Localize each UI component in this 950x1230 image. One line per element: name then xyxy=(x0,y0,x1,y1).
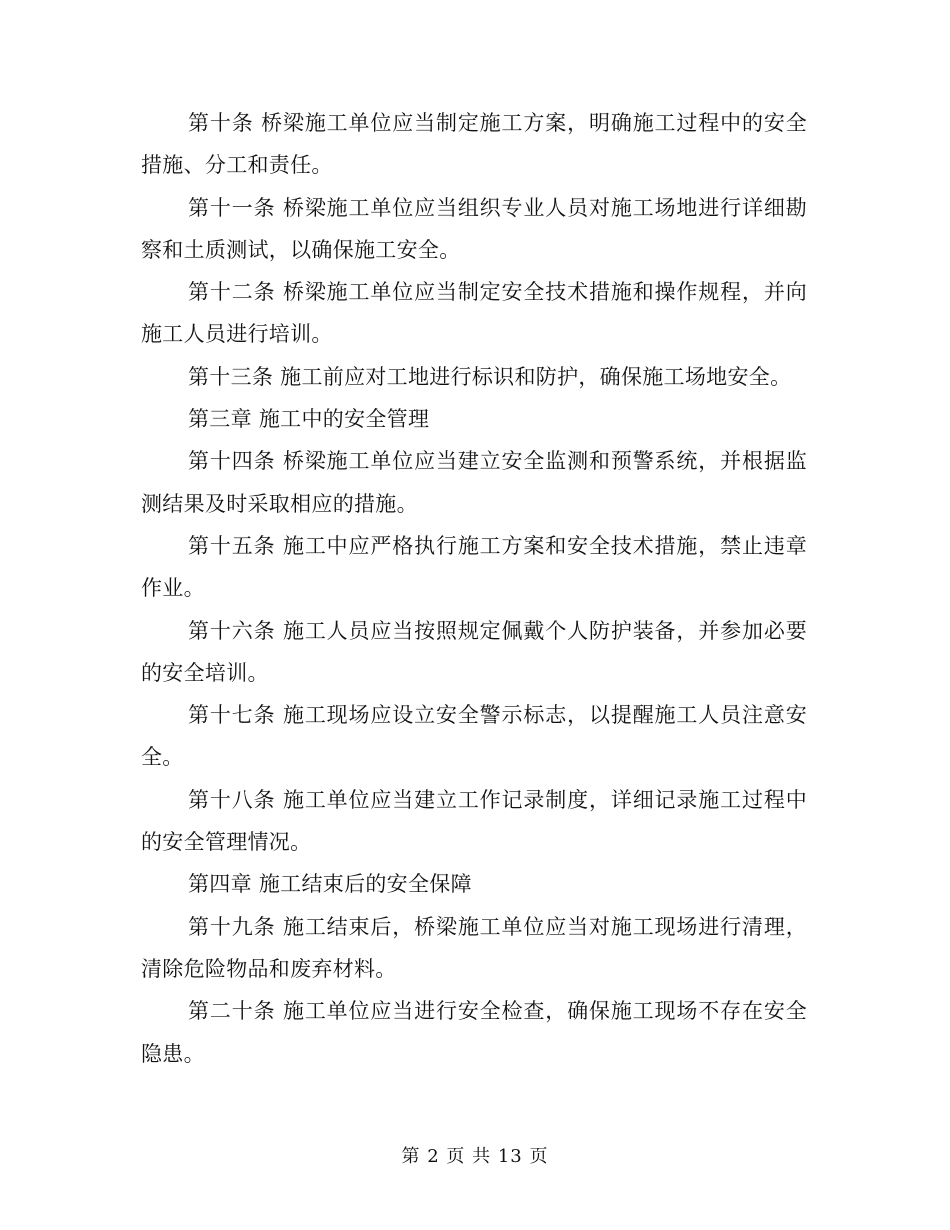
article-16: 第十六条 施工人员应当按照规定佩戴个人防护装备，并参加必要的安全培训。 xyxy=(141,618,807,685)
article-10: 第十条 桥梁施工单位应当制定施工方案，明确施工过程中的安全措施、分工和责任。 xyxy=(141,111,807,178)
chapter-4-heading: 第四章 施工结束后的安全保障 xyxy=(188,872,472,897)
chapter-3-heading: 第三章 施工中的安全管理 xyxy=(188,407,430,432)
document-body xyxy=(141,102,807,1075)
article-14: 第十四条 桥梁施工单位应当建立安全监测和预警系统，并根据监测结果及时采取相应的措施。 xyxy=(141,449,807,516)
article-12: 第十二条 桥梁施工单位应当制定安全技术措施和操作规程，并向施工人员进行培训。 xyxy=(141,280,807,347)
article-19: 第十九条 施工结束后，桥梁施工单位应当对施工现场进行清理，清除危险物品和废弃材料。 xyxy=(141,914,807,981)
page-number-footer: 第 2 页 共 13 页 xyxy=(401,1146,549,1167)
article-15: 第十五条 施工中应严格执行施工方案和安全技术措施，禁止违章作业。 xyxy=(141,533,807,601)
article-20: 第二十条 施工单位应当进行安全检查，确保施工现场不存在安全隐患。 xyxy=(141,999,807,1066)
article-18: 第十八条 施工单位应当建立工作记录制度，详细记录施工过程中的安全管理情况。 xyxy=(141,787,807,855)
article-11: 第十一条 桥梁施工单位应当组织专业人员对施工场地进行详细勘察和土质测试，以确保施工安全。 xyxy=(141,195,807,262)
article-17: 第十七条 施工现场应设立安全警示标志，以提醒施工人员注意安全。 xyxy=(141,703,807,770)
article-13: 第十三条 施工前应对工地进行标识和防护，确保施工场地安全。 xyxy=(188,364,792,389)
